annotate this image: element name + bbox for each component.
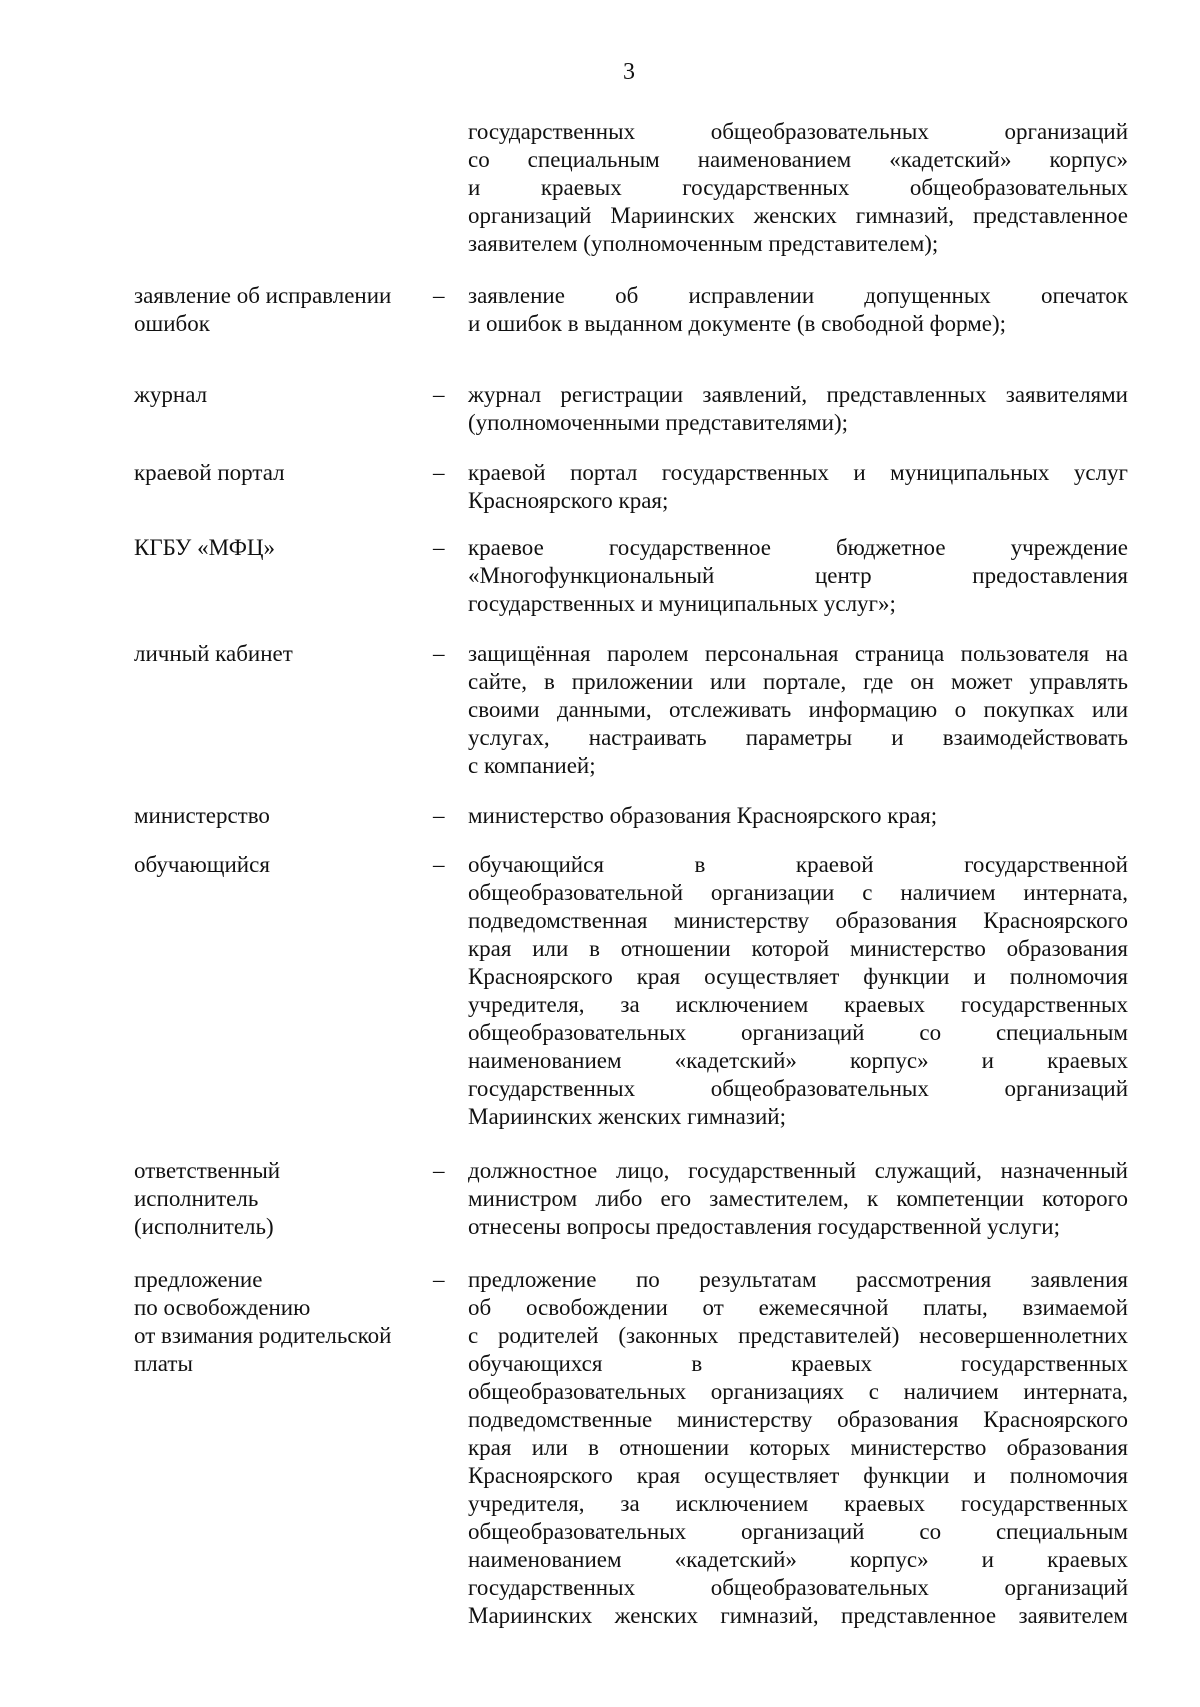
definition-dash: – — [433, 283, 445, 308]
definition-text-line: общеобразовательной организации с наличием интерната, — [468, 880, 1128, 905]
definition-text-line: подведомственные министерству образования Красноярского — [468, 1407, 1128, 1432]
definition-text-line: об освобождении от ежемесячной платы, взимаемой — [468, 1295, 1128, 1320]
definition-text-line: учредителя, за исключением краевых государственных — [468, 992, 1128, 1017]
definition-text-line: своими данными, отслеживать информацию о покупках или — [468, 697, 1128, 722]
definition-text-line: должностное лицо, государственный служащий, назначенный — [468, 1158, 1128, 1183]
definition-term: по освобождению — [134, 1295, 311, 1320]
definition-text-line: предложение по результатам рассмотрения заявления — [468, 1267, 1128, 1292]
definition-dash: – — [433, 460, 445, 485]
definition-term: ответственный — [134, 1158, 281, 1183]
definition-term: заявление об исправлении — [134, 283, 392, 308]
definition-text-line: Красноярского края; — [468, 488, 669, 513]
definition-text-line: обучающихся в краевых государственных — [468, 1351, 1128, 1376]
definition-text-line: края или в отношении которых министерство образования — [468, 1435, 1128, 1460]
continuation-line: государственных общеобразовательных организаций — [468, 119, 1128, 144]
definition-dash: – — [433, 641, 445, 666]
definition-text-line: наименованием «кадетский» корпус» и краевых — [468, 1048, 1128, 1073]
definition-text-line: государственных и муниципальных услуг»; — [468, 591, 896, 616]
continuation-line: со специальным наименованием «кадетский» корпус» — [468, 147, 1128, 172]
continuation-line: организаций Мариинских женских гимназий, представленное — [468, 203, 1128, 228]
definition-text-line: (уполномоченными представителями); — [468, 410, 848, 435]
definition-text-line: с компанией; — [468, 753, 596, 778]
definition-term: исполнитель — [134, 1186, 259, 1211]
page-number: 3 — [623, 59, 635, 85]
definition-term: КГБУ «МФЦ» — [134, 535, 275, 560]
definition-dash: – — [433, 535, 445, 560]
definition-term: предложение — [134, 1267, 263, 1292]
definition-dash: – — [433, 803, 445, 828]
definition-term: личный кабинет — [134, 641, 293, 666]
definition-text-line: подведомственная министерству образования Красноярского — [468, 908, 1128, 933]
definition-term: (исполнитель) — [134, 1214, 274, 1239]
definition-dash: – — [433, 852, 445, 877]
definition-text-line: и ошибок в выданном документе (в свободной форме); — [468, 311, 1007, 336]
definition-term: ошибок — [134, 311, 210, 336]
definition-text-line: наименованием «кадетский» корпус» и краевых — [468, 1547, 1128, 1572]
definition-text-line: отнесены вопросы предоставления государственной услуги; — [468, 1214, 1060, 1239]
definition-text-line: с родителей (законных представителей) несовершеннолетних — [468, 1323, 1128, 1348]
definition-term: министерство — [134, 803, 270, 828]
definition-text-line: государственных общеобразовательных организаций — [468, 1575, 1128, 1600]
definition-term: журнал — [134, 382, 208, 407]
definition-text-line: Мариинских женских гимназий, представленное заявителем — [468, 1603, 1128, 1628]
definition-text-line: края или в отношении которой министерство образования — [468, 936, 1128, 961]
definition-term: обучающийся — [134, 852, 270, 877]
definition-text-line: министром либо его заместителем, к компетенции которого — [468, 1186, 1128, 1211]
definition-text-line: Красноярского края осуществляет функции и полномочия — [468, 1463, 1128, 1488]
definition-dash: – — [433, 1267, 445, 1292]
definition-text-line: услугах, настраивать параметры и взаимодействовать — [468, 725, 1128, 750]
definition-text-line: общеобразовательных организаций со специальным — [468, 1519, 1128, 1544]
definition-term: платы — [134, 1351, 193, 1376]
definition-text-line: государственных общеобразовательных организаций — [468, 1076, 1128, 1101]
definition-text-line: сайте, в приложении или портале, где он может управлять — [468, 669, 1128, 694]
definition-text-line: «Многофункциональный центр предоставления — [468, 563, 1128, 588]
definition-term: краевой портал — [134, 460, 285, 485]
definition-text-line: краевое государственное бюджетное учреждение — [468, 535, 1128, 560]
definition-term: от взимания родительской — [134, 1323, 392, 1348]
definition-text-line: журнал регистрации заявлений, представленных заявителями — [468, 382, 1128, 407]
definition-text-line: обучающийся в краевой государственной — [468, 852, 1128, 877]
definition-text-line: защищённая паролем персональная страница пользователя на — [468, 641, 1128, 666]
definition-text-line: краевой портал государственных и муниципальных услуг — [468, 460, 1128, 485]
definition-dash: – — [433, 1158, 445, 1183]
definition-text-line: общеобразовательных организациях с наличием интерната, — [468, 1379, 1128, 1404]
definition-dash: – — [433, 382, 445, 407]
definition-text-line: Мариинских женских гимназий; — [468, 1104, 786, 1129]
continuation-line: заявителем (уполномоченным представителем); — [468, 231, 939, 256]
continuation-line: и краевых государственных общеобразовательных — [468, 175, 1128, 200]
definition-text-line: учредителя, за исключением краевых государственных — [468, 1491, 1128, 1516]
definition-text-line: общеобразовательных организаций со специальным — [468, 1020, 1128, 1045]
definition-text-line: заявление об исправлении допущенных опечаток — [468, 283, 1128, 308]
definition-text-line: министерство образования Красноярского края; — [468, 803, 938, 828]
definition-text-line: Красноярского края осуществляет функции и полномочия — [468, 964, 1128, 989]
